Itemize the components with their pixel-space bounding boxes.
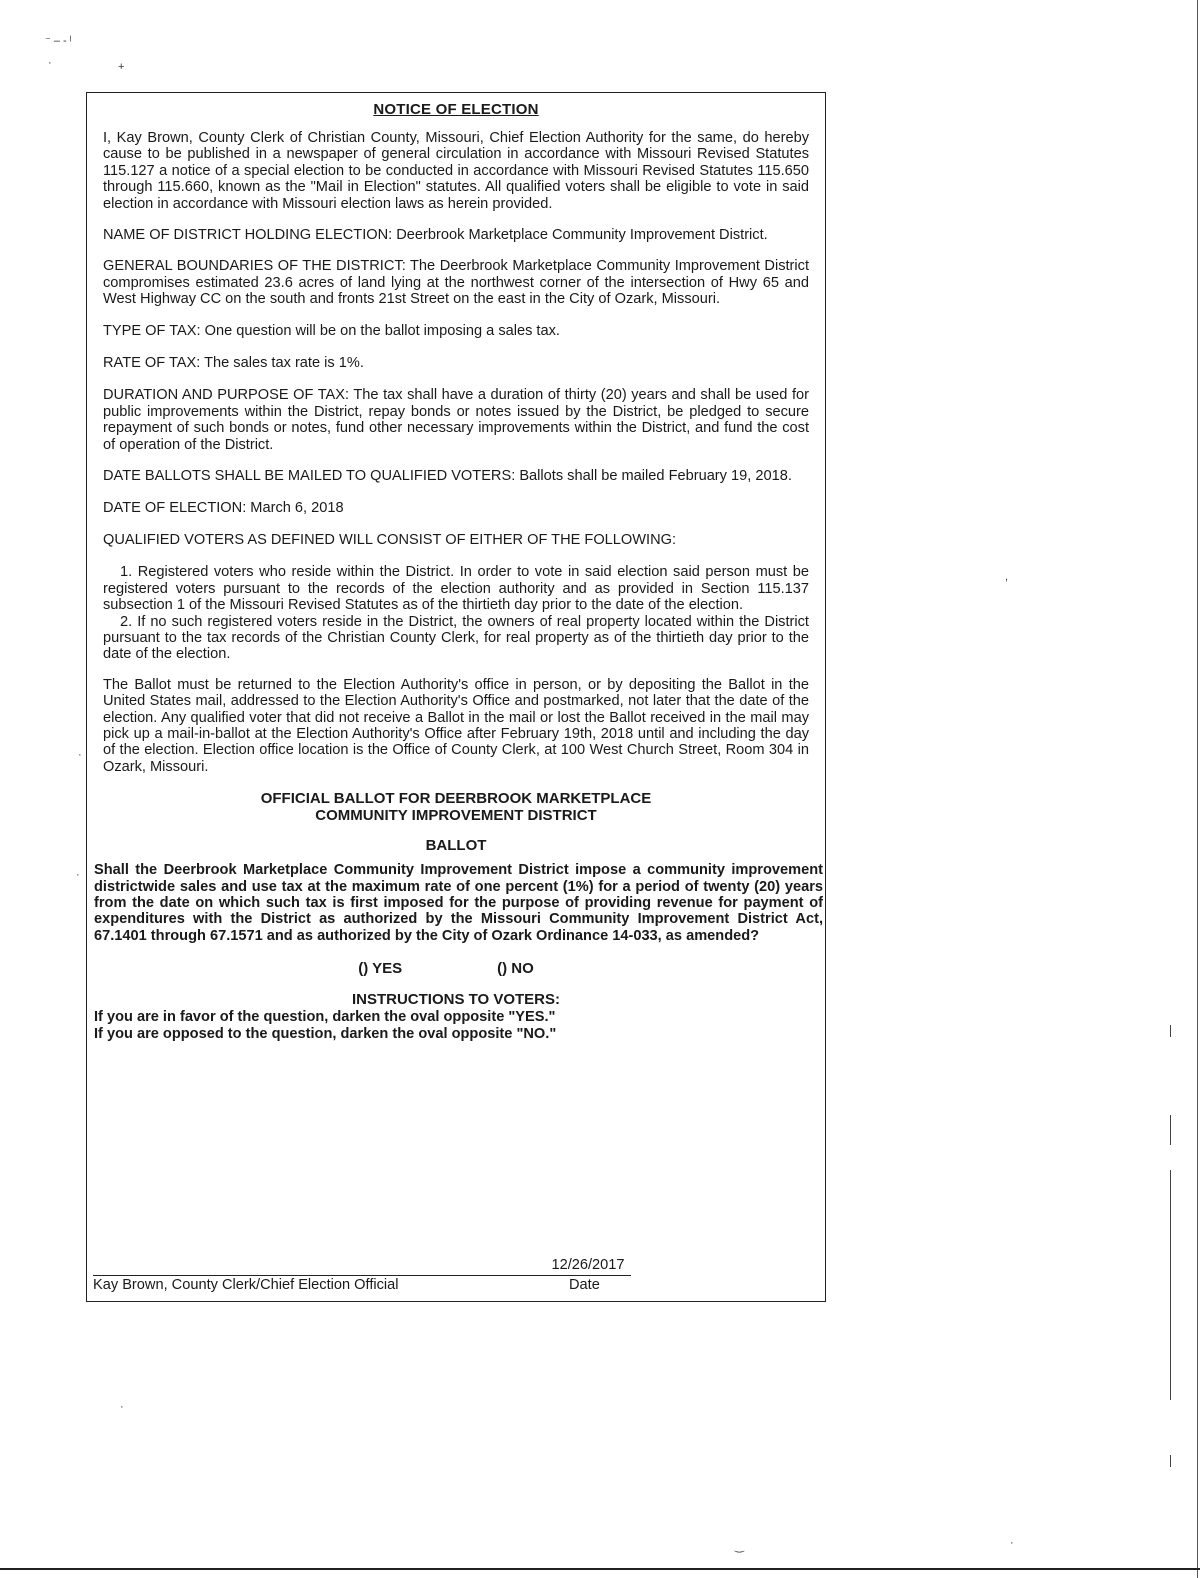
ballot-label: BALLOT	[425, 837, 487, 855]
scan-speck: ,	[1005, 571, 1009, 583]
scan-edge-bottom	[0, 1568, 1200, 1570]
list-item: 1. Registered voters who reside within the District. In order to vote in said election said person must be registered voters pursuant to the records of the election authority and as provided in Section 115.137 subsection 1 of the Missouri Revised Statutes as of the thirtieth day prior to the date of the election.	[103, 564, 809, 614]
scan-speck: +	[118, 61, 125, 73]
signature-area	[87, 1257, 827, 1297]
return-info-paragraph: The Ballot must be returned to the Election Authority's office in person, or by depositing the Ballot in the United States mail, addressed to the Election Authority's Office and postmarked, not later that the date of the election. Any qualified voter that did not receive a Ballot in the mail or lost the Ballot received in the mail may pick up a mail-in-ballot at the Election Authority's Office after February 19th, 2018 until and including the day of the election. Election office location is the Office of County Clerk, at 100 West Church Street, Room 304 in Ozark, Missouri.	[103, 676, 809, 775]
signature-line	[93, 1275, 631, 1276]
instruction-yes: If you are in favor of the question, darken the oval opposite "YES."	[94, 1009, 556, 1026]
scan-mark	[1170, 1115, 1171, 1145]
intro-paragraph: I, Kay Brown, County Clerk of Christian County, Missouri, Chief Election Authority for the same, do hereby cause to be published in a newspaper of general circulation in accordance with Missouri Revised Statutes 115.127 a notice of a special election to be conducted in accordance with Missouri Revised Statutes 115.650 through 115.660, known as the "Mail in Election" statutes. All qualified voters shall be eligible to vote in said election in accordance with Missouri election laws as herein provided.	[103, 130, 809, 212]
ballot-question: Shall the Deerbrook Marketplace Community Improvement District impose a community improvement districtwide sales and use tax at the maximum rate of one percent (1%) for a period of twenty (20) years from the date on which such tax is first imposed for the purpose of providing revenue for payment of expenditures with the District as authorized by the Missouri Community Improvement District Act, 67.1401 through 67.1571 and as authorized by the City of Ozark Ordinance 14-033, as amended?	[94, 862, 823, 944]
type-of-tax-paragraph: TYPE OF TAX: One question will be on the ballot imposing a sales tax.	[103, 322, 560, 339]
scan-mark	[1170, 1025, 1171, 1037]
list-item: 2. If no such registered voters reside in the District, the owners of real property located within the District pursuant to the tax records of the Christian County Clerk, for real property as of the thirtieth day prior to the date of the election.	[103, 613, 809, 663]
qualified-voters-heading: QUALIFIED VOTERS AS DEFINED WILL CONSIST OF EITHER OF THE FOLLOWING:	[103, 531, 677, 548]
ballot-heading-line: COMMUNITY IMPROVEMENT DISTRICT	[315, 807, 597, 825]
mail-date-paragraph: DATE BALLOTS SHALL BE MAILED TO QUALIFIED VOTERS: Ballots shall be mailed February 19, 2018.	[103, 468, 792, 485]
scan-speck: ·	[48, 57, 52, 69]
scan-edge-right	[1197, 0, 1198, 1578]
instructions-title: INSTRUCTIONS TO VOTERS:	[351, 991, 561, 1009]
signature-date-value: 12/26/2017	[551, 1257, 625, 1273]
scan-mark	[1170, 1170, 1171, 1400]
no-option[interactable]: () NO	[497, 960, 534, 978]
ballot-heading-line: OFFICIAL BALLOT FOR DEERBROOK MARKETPLACE	[260, 790, 652, 808]
scan-speck: ·	[120, 1401, 124, 1413]
instruction-no: If you are opposed to the question, darken the oval opposite "NO."	[94, 1025, 557, 1042]
scan-speck: ·	[76, 869, 80, 881]
scan-speck: ·	[1010, 1537, 1014, 1549]
notice-title: NOTICE OF ELECTION	[373, 101, 539, 118]
duration-paragraph: DURATION AND PURPOSE OF TAX: The tax shall have a duration of thirty (20) years and shall be used for public improvements within the District, repay bonds or notes issued by the District, be pledged to secure repayment of such bonds or notes, fund other necessary improvements within the District, and fund the cost of operation of the District.	[103, 387, 809, 453]
scan-speck: ‿	[735, 1541, 744, 1553]
scan-speck: ·	[78, 749, 82, 761]
rate-of-tax-paragraph: RATE OF TAX: The sales tax rate is 1%.	[103, 355, 364, 372]
qualified-voters-list	[87, 564, 825, 662]
scan-mark	[1170, 1455, 1171, 1467]
district-name-paragraph: NAME OF DISTRICT HOLDING ELECTION: Deerbrook Marketplace Community Improvement District.	[103, 227, 768, 244]
ballot-choices	[87, 960, 825, 977]
notice-of-election-box	[86, 92, 826, 1302]
yes-option[interactable]: () YES	[358, 960, 403, 978]
signature-date-label: Date	[569, 1277, 600, 1293]
boundaries-paragraph: GENERAL BOUNDARIES OF THE DISTRICT: The Deerbrook Marketplace Community Improvement District compromises estimated 23.6 acres of land lying at the northwest corner of the intersection of Hwy 65 and West Highway CC on the south and fronts 21st Street on the east in the City of Ozark, Missouri.	[103, 258, 809, 308]
election-date-paragraph: DATE OF ELECTION: March 6, 2018	[103, 499, 344, 516]
signature-name: Kay Brown, County Clerk/Chief Election Official	[93, 1277, 399, 1293]
scan-speck: ⁻ ‒ ‐ ˡ	[45, 35, 72, 47]
ballot-heading	[87, 790, 825, 824]
